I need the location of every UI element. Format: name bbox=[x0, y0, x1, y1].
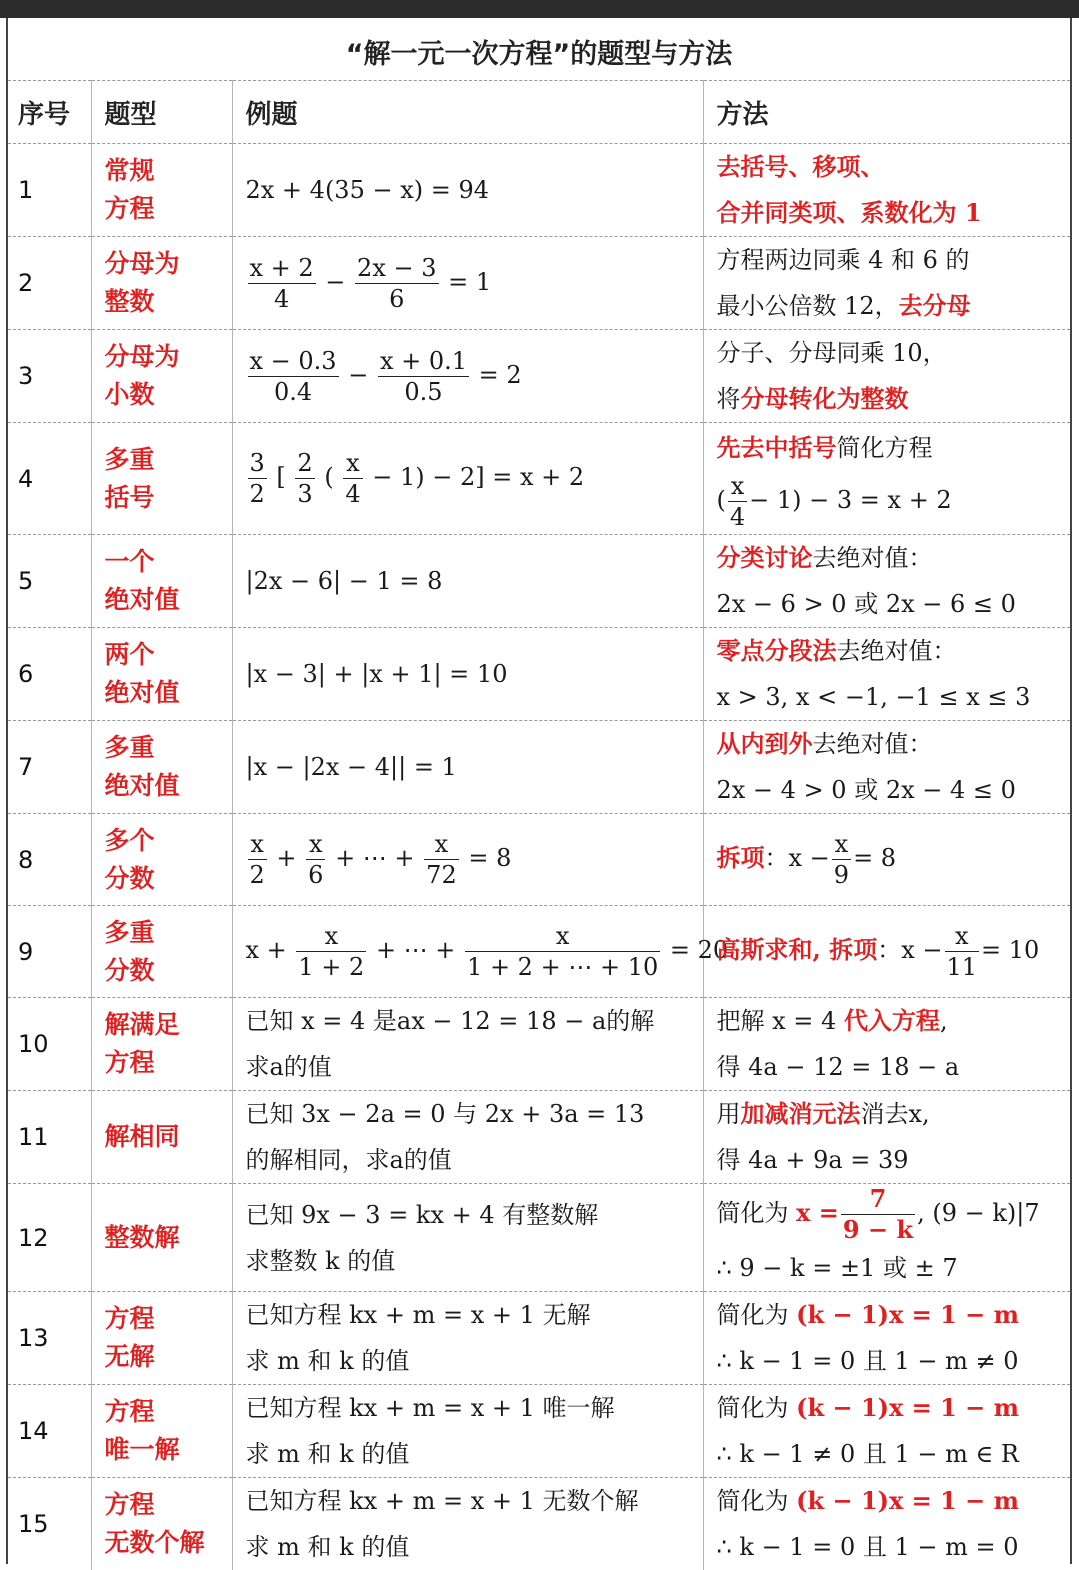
example-operator: + ⋯ + bbox=[327, 844, 423, 872]
method-text: 简化为 bbox=[716, 1199, 797, 1227]
method-line bbox=[717, 1044, 1071, 1090]
example-line: 已知方程 kx + m = x + 1 无数个解 bbox=[245, 1487, 639, 1515]
table-row bbox=[8, 628, 1070, 721]
method-fraction bbox=[945, 921, 980, 982]
row-type bbox=[91, 814, 232, 906]
method-text: ( bbox=[716, 486, 726, 514]
row-method bbox=[703, 237, 1070, 330]
method-highlight: 去分母 bbox=[898, 291, 971, 320]
example-fraction-denominator: 0.5 bbox=[404, 377, 443, 406]
method-table bbox=[8, 80, 1070, 1570]
method-highlight: 从内到外 bbox=[716, 729, 813, 758]
method-text: 得 4a + 9a = 39 bbox=[716, 1146, 909, 1174]
type-line: 无数个解 bbox=[104, 1528, 205, 1557]
method-line bbox=[717, 1184, 1071, 1245]
method-line bbox=[717, 425, 1071, 471]
method-text: ∴ k − 1 ≠ 0 且 1 − m ∈ R bbox=[716, 1440, 1019, 1468]
table-row bbox=[8, 998, 1070, 1091]
method-line bbox=[717, 190, 1071, 236]
row-number: 12 bbox=[8, 1184, 91, 1292]
row-number: 6 bbox=[8, 628, 91, 721]
method-text: 最小公倍数 12， bbox=[716, 292, 899, 320]
method-highlight: (k − 1)x = 1 − m bbox=[796, 1300, 1020, 1329]
example-fraction-denominator: 3 bbox=[297, 480, 313, 508]
method-text: 简化为 bbox=[716, 1301, 797, 1329]
example-fraction bbox=[306, 829, 325, 890]
example-fraction bbox=[248, 346, 339, 407]
method-text: 分子、分母同乘 10， bbox=[716, 339, 947, 367]
method-fraction-numerator: x bbox=[832, 829, 851, 860]
method-text: x > 3, x < −1, −1 ≤ x ≤ 3 bbox=[716, 683, 1031, 711]
row-number: 1 bbox=[8, 144, 91, 237]
row-method bbox=[703, 814, 1070, 906]
method-line bbox=[717, 628, 1071, 674]
type-line: 小数 bbox=[104, 380, 155, 409]
example-fraction-denominator: 1 + 2 + ⋯ + 10 bbox=[467, 953, 659, 981]
method-highlight: 加减消元法 bbox=[740, 1099, 861, 1128]
row-example bbox=[232, 906, 729, 998]
method-highlight: 去括号、移项、 bbox=[716, 152, 885, 181]
method-fraction-numerator: 7 bbox=[841, 1184, 915, 1215]
example-line bbox=[246, 346, 703, 407]
table-row bbox=[8, 237, 1070, 330]
row-type bbox=[91, 423, 232, 535]
type-line: 方程 bbox=[104, 1397, 155, 1426]
method-text: ∴ 9 − k = ±1 或 ± 7 bbox=[716, 1254, 958, 1282]
type-line: 方程 bbox=[104, 194, 155, 223]
example-line: 求 m 和 k 的值 bbox=[245, 1440, 410, 1468]
type-line: 唯一解 bbox=[104, 1435, 180, 1464]
example-line: 求a的值 bbox=[245, 1053, 332, 1081]
method-text: 消去x, bbox=[860, 1100, 930, 1128]
example-fraction-numerator: x bbox=[343, 448, 362, 479]
method-text: 把解 x = 4 bbox=[716, 1007, 844, 1035]
row-method bbox=[703, 1385, 1070, 1478]
example-line: 已知 9x − 3 = kx + 4 有整数解 bbox=[245, 1200, 599, 1229]
row-number: 8 bbox=[8, 814, 91, 906]
example-fraction-numerator: x bbox=[306, 829, 325, 860]
example-fraction-denominator: 1 + 2 bbox=[298, 953, 365, 981]
method-line bbox=[717, 674, 1071, 720]
method-text: 简化为 bbox=[716, 1487, 797, 1515]
row-number: 9 bbox=[8, 906, 91, 998]
method-highlight: 合并同类项、系数化为 1 bbox=[716, 198, 982, 227]
row-type bbox=[91, 1385, 232, 1478]
row-example bbox=[232, 423, 703, 535]
method-line bbox=[717, 1137, 1071, 1183]
method-line bbox=[717, 1292, 1071, 1338]
method-fraction bbox=[832, 829, 851, 890]
method-text: = 10 bbox=[981, 936, 1040, 964]
type-line: 无解 bbox=[104, 1342, 155, 1371]
row-type bbox=[91, 721, 232, 814]
method-text: ∴ k − 1 = 0 且 1 − m = 0 bbox=[716, 1533, 1019, 1561]
row-example bbox=[232, 144, 703, 237]
type-line: 分母为 bbox=[104, 342, 180, 371]
method-line bbox=[717, 921, 1071, 982]
row-number: 3 bbox=[8, 330, 91, 423]
row-number: 15 bbox=[8, 1478, 91, 1570]
method-line bbox=[717, 998, 1071, 1044]
row-type bbox=[91, 144, 232, 237]
type-line: 一个 bbox=[104, 547, 155, 576]
method-line bbox=[717, 376, 1071, 422]
header-method: 方法 bbox=[703, 81, 1070, 144]
method-text: 去绝对值： bbox=[812, 730, 933, 758]
example-line: |x − |2x − 4|| = 1 bbox=[245, 753, 457, 781]
example-fraction-denominator: 4 bbox=[273, 284, 290, 313]
type-line: 两个 bbox=[104, 640, 155, 669]
example-fraction-denominator: 2 bbox=[249, 480, 265, 508]
type-line: 绝对值 bbox=[104, 678, 180, 707]
method-text: , bbox=[939, 1007, 948, 1035]
table-body bbox=[8, 144, 1070, 1570]
method-fraction-denominator: 9 − k bbox=[842, 1215, 914, 1244]
method-line bbox=[717, 581, 1071, 627]
example-fraction bbox=[295, 448, 314, 509]
example-line: |x − 3| + |x + 1| = 10 bbox=[245, 660, 508, 688]
row-method bbox=[703, 1091, 1070, 1184]
row-example bbox=[232, 998, 703, 1091]
example-line bbox=[245, 921, 729, 982]
type-line: 方程 bbox=[104, 1490, 155, 1519]
method-highlight: (k − 1)x = 1 − m bbox=[796, 1486, 1020, 1515]
example-fraction-numerator: x bbox=[296, 921, 366, 952]
row-example bbox=[232, 814, 703, 906]
type-line: 分数 bbox=[104, 955, 155, 985]
example-fraction bbox=[296, 921, 366, 982]
row-type bbox=[91, 1184, 232, 1292]
method-line bbox=[717, 767, 1071, 813]
header-type: 题型 bbox=[91, 81, 232, 144]
method-highlight: 拆项 bbox=[716, 843, 765, 872]
example-operator: + bbox=[268, 844, 305, 872]
method-text: 去绝对值： bbox=[836, 637, 957, 665]
example-operator: = 2 bbox=[471, 360, 522, 389]
method-line bbox=[717, 1385, 1071, 1431]
type-line: 整数 bbox=[104, 287, 155, 316]
example-fraction bbox=[378, 346, 469, 407]
method-line bbox=[717, 1338, 1071, 1384]
row-example bbox=[232, 721, 703, 814]
example-line: 已知方程 kx + m = x + 1 无解 bbox=[245, 1301, 591, 1329]
method-fraction bbox=[728, 471, 747, 532]
row-type bbox=[91, 906, 232, 998]
type-line: 方程 bbox=[104, 1048, 155, 1077]
method-text: = 8 bbox=[853, 844, 897, 872]
method-text: 简化为 bbox=[716, 1394, 797, 1422]
row-example bbox=[232, 1385, 703, 1478]
method-highlight: 代入方程 bbox=[843, 1006, 940, 1035]
table-row bbox=[8, 814, 1070, 906]
row-number: 10 bbox=[8, 998, 91, 1091]
method-line bbox=[717, 1478, 1071, 1524]
example-fraction bbox=[355, 253, 438, 314]
method-line bbox=[717, 535, 1071, 581]
type-line: 解相同 bbox=[104, 1122, 180, 1151]
method-line bbox=[717, 237, 1071, 283]
method-line bbox=[717, 330, 1071, 376]
row-method bbox=[703, 998, 1070, 1091]
example-fraction bbox=[343, 448, 362, 509]
type-line: 整数解 bbox=[104, 1222, 180, 1252]
type-line: 常规 bbox=[104, 156, 155, 185]
table-row bbox=[8, 1385, 1070, 1478]
table-row bbox=[8, 906, 1070, 998]
method-fraction-numerator: x bbox=[728, 471, 747, 502]
example-operator: − bbox=[340, 360, 376, 389]
method-fraction-denominator: 4 bbox=[729, 503, 746, 531]
example-line: 已知方程 kx + m = x + 1 唯一解 bbox=[245, 1394, 615, 1422]
row-number: 2 bbox=[8, 237, 91, 330]
example-operator: = 8 bbox=[460, 844, 512, 872]
example-line: 求整数 k 的值 bbox=[245, 1246, 396, 1275]
method-highlight: x = bbox=[796, 1198, 839, 1227]
row-type bbox=[91, 1091, 232, 1184]
method-line bbox=[717, 1245, 1071, 1291]
method-highlight: 零点分段法 bbox=[716, 636, 837, 665]
method-highlight: 高斯求和, 拆项 bbox=[716, 935, 878, 964]
top-bar bbox=[0, 0, 1079, 18]
header-example: 例题 bbox=[232, 81, 703, 144]
example-line: 2x + 4(35 − x) = 94 bbox=[245, 176, 490, 204]
table-row bbox=[8, 423, 1070, 535]
method-text: − 1) − 3 = x + 2 bbox=[749, 486, 952, 514]
row-number: 11 bbox=[8, 1091, 91, 1184]
example-line: 求 m 和 k 的值 bbox=[245, 1347, 410, 1375]
example-operator: [ bbox=[268, 463, 294, 491]
example-fraction-numerator: x + 2 bbox=[249, 253, 314, 282]
row-example bbox=[232, 237, 703, 330]
example-operator: − 1) − 2] = x + 2 bbox=[364, 463, 585, 491]
row-type bbox=[91, 535, 232, 628]
example-line bbox=[246, 448, 703, 509]
method-text: 简化方程 bbox=[836, 434, 933, 462]
example-operator: x + bbox=[245, 936, 295, 964]
method-line bbox=[717, 144, 1071, 190]
method-fraction-denominator: 9 bbox=[833, 861, 850, 889]
row-example bbox=[232, 330, 703, 423]
table-row bbox=[8, 330, 1070, 423]
row-number: 4 bbox=[8, 423, 91, 535]
table-row bbox=[8, 1292, 1070, 1385]
example-operator: + ⋯ + bbox=[368, 936, 464, 964]
row-method bbox=[703, 144, 1070, 237]
row-number: 14 bbox=[8, 1385, 91, 1478]
example-fraction-denominator: 0.4 bbox=[273, 377, 313, 406]
method-text: ：x − bbox=[877, 936, 943, 964]
example-fraction bbox=[465, 921, 660, 982]
row-type bbox=[91, 330, 232, 423]
example-fraction-denominator: 6 bbox=[308, 861, 324, 889]
row-number: 5 bbox=[8, 535, 91, 628]
header-no: 序号 bbox=[8, 81, 91, 144]
example-line: 已知 x = 4 是ax − 12 = 18 − a的解 bbox=[245, 1007, 655, 1035]
row-example bbox=[232, 1184, 703, 1292]
table-row bbox=[8, 1478, 1070, 1570]
row-type bbox=[91, 1478, 232, 1570]
example-operator: − bbox=[317, 267, 354, 296]
example-fraction-denominator: 4 bbox=[345, 480, 361, 508]
example-fraction-denominator: 72 bbox=[426, 861, 457, 889]
type-line: 多重 bbox=[104, 917, 155, 947]
method-fraction-denominator: 11 bbox=[946, 953, 978, 981]
row-method bbox=[703, 1478, 1070, 1570]
example-line bbox=[246, 829, 703, 890]
type-line: 括号 bbox=[104, 482, 155, 512]
method-text: ：x − bbox=[764, 844, 830, 872]
row-method bbox=[703, 1292, 1070, 1385]
method-line bbox=[717, 1431, 1071, 1477]
table-row bbox=[8, 144, 1070, 237]
type-line: 绝对值 bbox=[104, 771, 180, 800]
method-highlight: 先去中括号 bbox=[716, 433, 837, 462]
row-type bbox=[91, 628, 232, 721]
type-line: 多个 bbox=[104, 825, 155, 855]
row-number: 7 bbox=[8, 721, 91, 814]
example-fraction-numerator: x bbox=[424, 829, 459, 860]
row-method bbox=[703, 330, 1070, 423]
row-example bbox=[232, 1478, 703, 1570]
method-fraction-numerator: x bbox=[945, 921, 980, 952]
method-text: 方程两边同乘 4 和 6 的 bbox=[716, 246, 970, 274]
example-fraction-numerator: 2x − 3 bbox=[357, 253, 437, 282]
example-fraction-numerator: x − 0.3 bbox=[249, 346, 337, 375]
row-type bbox=[91, 998, 232, 1091]
method-text: ∴ k − 1 = 0 且 1 − m ≠ 0 bbox=[716, 1347, 1019, 1375]
method-text: 2x − 4 > 0 或 2x − 4 ≤ 0 bbox=[716, 776, 1016, 804]
method-text: , (9 − k)|7 bbox=[917, 1199, 1040, 1227]
example-fraction bbox=[248, 253, 316, 314]
method-highlight: 分母转化为整数 bbox=[740, 384, 909, 413]
method-highlight: (k − 1)x = 1 − m bbox=[796, 1393, 1020, 1422]
type-line: 方程 bbox=[104, 1304, 155, 1333]
example-operator: = 1 bbox=[440, 267, 492, 296]
method-text: 用 bbox=[716, 1100, 741, 1128]
method-text: 去绝对值： bbox=[812, 544, 933, 572]
header-row bbox=[8, 81, 1070, 144]
row-method bbox=[703, 535, 1070, 628]
example-fraction-denominator: 6 bbox=[389, 284, 405, 313]
example-line: 已知 3x − 2a = 0 与 2x + 3a = 13 bbox=[245, 1100, 645, 1128]
example-line: 的解相同，求a的值 bbox=[245, 1146, 452, 1174]
example-fraction bbox=[424, 829, 459, 890]
type-line: 多重 bbox=[104, 444, 155, 474]
example-line: 求 m 和 k 的值 bbox=[245, 1533, 410, 1561]
example-fraction-denominator: 2 bbox=[249, 861, 265, 889]
type-line: 多重 bbox=[104, 733, 155, 762]
row-method bbox=[703, 423, 1070, 535]
example-fraction bbox=[248, 829, 267, 890]
row-method bbox=[703, 1184, 1070, 1292]
method-text: 将 bbox=[716, 385, 741, 413]
table-row bbox=[8, 1184, 1070, 1292]
row-example bbox=[232, 1292, 703, 1385]
row-method bbox=[703, 721, 1070, 814]
method-line bbox=[717, 829, 1071, 890]
example-fraction-numerator: x + 0.1 bbox=[379, 346, 468, 375]
row-example bbox=[232, 628, 703, 721]
type-line: 解满足 bbox=[104, 1010, 180, 1039]
method-highlight: 分类讨论 bbox=[716, 543, 813, 572]
page-title: “解一元一次方程”的题型与方法 bbox=[345, 38, 733, 70]
method-line bbox=[717, 1091, 1071, 1137]
row-method bbox=[703, 906, 1070, 998]
row-example bbox=[232, 1091, 703, 1184]
table-row bbox=[8, 721, 1070, 814]
type-line: 绝对值 bbox=[104, 585, 180, 614]
example-operator: ( bbox=[316, 463, 342, 491]
example-fraction-numerator: x bbox=[465, 921, 660, 952]
row-example bbox=[232, 535, 703, 628]
table-row bbox=[8, 1091, 1070, 1184]
example-fraction bbox=[248, 448, 267, 509]
example-fraction-numerator: 2 bbox=[297, 449, 313, 477]
example-fraction-numerator: x bbox=[248, 829, 267, 860]
row-number: 13 bbox=[8, 1292, 91, 1385]
example-operator: = 20 bbox=[662, 936, 729, 964]
row-method bbox=[703, 628, 1070, 721]
method-fraction bbox=[841, 1184, 915, 1245]
method-text: 得 4a − 12 = 18 − a bbox=[716, 1053, 960, 1081]
row-type bbox=[91, 1292, 232, 1385]
method-line bbox=[717, 1524, 1071, 1570]
type-line: 分数 bbox=[104, 863, 155, 893]
type-line: 分母为 bbox=[104, 249, 180, 278]
row-type bbox=[91, 237, 232, 330]
method-line bbox=[717, 283, 1071, 329]
example-line: |2x − 6| − 1 = 8 bbox=[245, 567, 443, 595]
table-row bbox=[8, 535, 1070, 628]
example-fraction-numerator: 3 bbox=[249, 449, 265, 477]
method-line bbox=[717, 721, 1071, 767]
example-line bbox=[246, 253, 703, 314]
method-line bbox=[717, 471, 1071, 532]
method-text: 2x − 6 > 0 或 2x − 6 ≤ 0 bbox=[716, 590, 1016, 618]
